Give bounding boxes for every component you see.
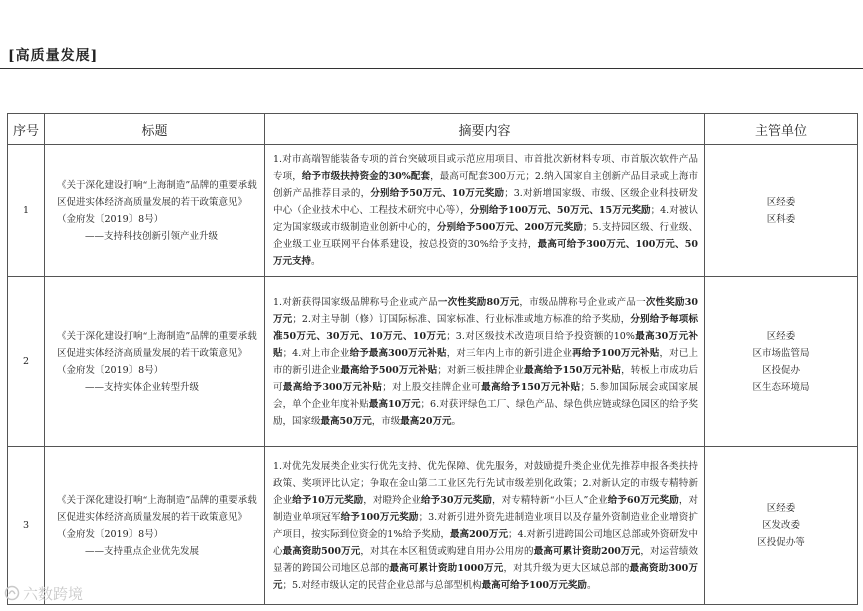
summary-text: ；5.参加国际展会或国家展会，单个企业年度补贴	[273, 381, 698, 410]
department-name: 区投促办等	[757, 537, 805, 548]
highlight-amount: 最高可累计资助1000万元	[389, 562, 504, 574]
summary-text: ；3.对新增国家级、市级、区级企业科技研发中心（企业技术中心、工程技术研究中心等），	[273, 188, 698, 216]
summary-text: 1.对市高端智能装备专项的首台突破项目或示范应用项目、市首批次新材料专项、市首版次软件产品专项，	[273, 154, 698, 182]
header-title: 标题	[45, 114, 265, 145]
highlight-amount: 最高资助300万元	[273, 562, 698, 591]
summary-content	[265, 447, 705, 605]
highlight-amount: 给予最高300万元补贴	[349, 347, 447, 359]
row-number: 1	[8, 145, 45, 277]
highlight-amount: 最高可累计资助200万元	[533, 545, 641, 557]
summary-text: ，对三年内上市的新引进企业	[446, 347, 573, 359]
summary-text: ，对运营绩效显著的跨国公司地区总部的	[273, 545, 698, 574]
highlight-amount: 分别给予每项标准50万元、30万元、10万元、10万元	[273, 313, 698, 342]
policy-subtitle: ——支持重点企业优先发展	[85, 545, 200, 557]
summary-text: ；4.对新引进跨国公司地区总部或外资研发中心	[273, 528, 698, 557]
highlight-amount: 次性奖励30万元	[273, 296, 698, 325]
summary-text: ；5.支持园区级、行业级、企业级工业互联网平台体系建设，按总投资的30%给予支持，	[273, 222, 698, 250]
summary-text: 。	[451, 415, 462, 427]
table-header-row	[8, 114, 858, 145]
summary-text: ，市级品牌称号企业或产品一	[519, 296, 646, 308]
highlight-amount: 再给予100万元补贴	[572, 347, 660, 359]
highlight-amount: 分别给予50万元、10万元奖励	[370, 188, 505, 199]
department-name: 区市场监管局	[752, 347, 810, 359]
highlight-amount: 最高给予150万元补贴	[481, 381, 581, 393]
highlight-amount: 最高20万元	[400, 415, 452, 427]
summary-text: ，对其在本区租赁或购建自用办公用房的	[360, 545, 534, 557]
row-title-cell	[45, 277, 265, 447]
section-title: [高质量发展]	[8, 48, 99, 64]
highlight-amount: 最高200万元	[450, 528, 508, 540]
summary-text: ，对已上市的新引进企业	[273, 347, 698, 376]
summary-text: ，对瞪羚企业	[363, 494, 421, 506]
department-name: 区科委	[766, 213, 796, 225]
department-cell	[705, 447, 858, 605]
policy-title: 《关于深化建设打响“上海制造”品牌的重要承载区促进实体经济高质量发展的若干政策意见》（金府发〔2019〕8号）	[57, 494, 257, 540]
summary-text: 。	[311, 256, 321, 267]
highlight-amount: 最高50万元	[320, 415, 372, 427]
highlight-amount: 一次性奖励80万元	[437, 296, 520, 308]
policy-table	[7, 113, 858, 605]
summary-text: ，对制造业单项冠军	[273, 494, 698, 523]
summary-content	[265, 145, 705, 277]
highlight-amount: 最高可给予100万元奖励	[481, 579, 587, 591]
policy-subtitle: ——支持实体企业转型升级	[85, 381, 200, 393]
highlight-amount: 最高给予150万元补贴	[524, 364, 622, 376]
highlight-amount: 给予30万元奖励	[420, 494, 493, 506]
table-row	[8, 447, 858, 605]
table-row	[8, 145, 858, 277]
highlight-amount: 给予60万元奖励	[607, 494, 679, 506]
watermark	[4, 583, 83, 605]
highlight-amount: 给予10万元奖励	[292, 494, 364, 506]
summary-text: ；5.对经市级认定的民营企业总部与总部型机构	[282, 579, 482, 591]
summary-text: ；对上股交挂牌企业可	[382, 381, 482, 393]
summary-text: ；2.纳入国家自主创新产品目录或上海市创新产品推荐目录的，	[273, 171, 698, 199]
row-number: 2	[8, 277, 45, 447]
summary-text: ；3.对区级技术改造项目给予投资额的10%	[446, 330, 635, 342]
department-cell	[705, 145, 858, 277]
watermark-logo-icon	[4, 585, 20, 605]
department-name: 区经委	[766, 503, 796, 514]
title-divider	[0, 68, 863, 69]
summary-text: ；3.对新引进外资先进制造业项目以及存量外资制造业企业增资扩产项目，按实际到位资金的1%给予奖励，	[273, 511, 698, 540]
row-number: 3	[8, 447, 45, 605]
highlight-amount: 分别给予500万元、200万元奖励	[436, 222, 583, 233]
summary-text: ；6.对获评绿色工厂、绿色产品、绿色供应链或绿色园区的给予奖励，国家级	[273, 398, 698, 427]
highlight-amount: 最高10万元	[368, 398, 421, 410]
summary-content	[265, 277, 705, 447]
department-name: 区生态环境局	[752, 381, 810, 393]
department-name: 区经委	[766, 330, 796, 342]
summary-text: ，市级	[371, 415, 401, 427]
highlight-amount: 最高给予300万元补贴	[282, 381, 383, 393]
policy-title: 《关于深化建设打响“上海制造”品牌的重要承载区促进实体经济高质量发展的若干政策意见》（金府发〔2019〕8号）	[57, 179, 257, 225]
header-dept: 主管单位	[705, 114, 858, 145]
summary-text: ，转板上市成功后可	[273, 364, 698, 393]
department-cell	[705, 277, 858, 447]
watermark-text: 六数跨境	[23, 585, 84, 603]
highlight-amount: 最高30万元补贴	[273, 330, 698, 359]
policy-subtitle: ——支持科技创新引领产业升级	[85, 230, 219, 242]
highlight-amount: 给予市级扶持资金的30%配套	[301, 171, 431, 182]
summary-text: ；对新三板挂牌企业	[437, 364, 525, 376]
row-title-cell	[45, 145, 265, 277]
department-name: 区投促办	[761, 364, 800, 376]
highlight-amount: 最高资助500万元	[282, 545, 361, 557]
highlight-amount: 分别给予100万元、50万元、15万元奖励	[469, 205, 651, 216]
summary-text: 。	[586, 579, 597, 591]
table-row	[8, 277, 858, 447]
highlight-amount: 最高可给予300万元、100万元、50万元支持	[273, 239, 698, 267]
summary-text: ，对专精特新“小巨人”企业	[492, 494, 608, 506]
summary-text: 1.对新获得国家级品牌称号企业或产品	[273, 296, 438, 308]
department-name: 区经委	[766, 196, 796, 208]
row-title-cell	[45, 447, 265, 605]
header-num: 序号	[8, 114, 45, 145]
header-content: 摘要内容	[265, 114, 705, 145]
summary-text: 1.对优先发展类企业实行优先支持、优先保障、优先服务，对鼓励提升类企业优先推荐申报各类扶持政策、奖项评比认定；争取在金山第二工业区先行先试市级差别化政策；2.对新认定的市级专精特新企业	[273, 460, 698, 506]
summary-text: ，对其升级为更大区域总部的	[503, 562, 630, 574]
summary-text: ；4.对被认定为国家级或市级制造业创新中心的，	[273, 205, 698, 233]
summary-text: 最高可配套300万元	[439, 171, 526, 182]
summary-text: ，	[430, 171, 440, 182]
highlight-amount: 给予100万元奖励	[340, 511, 419, 523]
summary-text: ；4.对上市企业	[282, 347, 350, 359]
summary-text: ；2.对主导制（修）订国际标准、国家标准、行业标准或地方标准的给予奖励，	[292, 313, 631, 325]
policy-title: 《关于深化建设打响“上海制造”品牌的重要承载区促进实体经济高质量发展的若干政策意见》（金府发〔2019〕8号）	[57, 330, 257, 376]
department-name: 区发改委	[761, 520, 800, 531]
highlight-amount: 最高给予500万元补贴	[340, 364, 438, 376]
